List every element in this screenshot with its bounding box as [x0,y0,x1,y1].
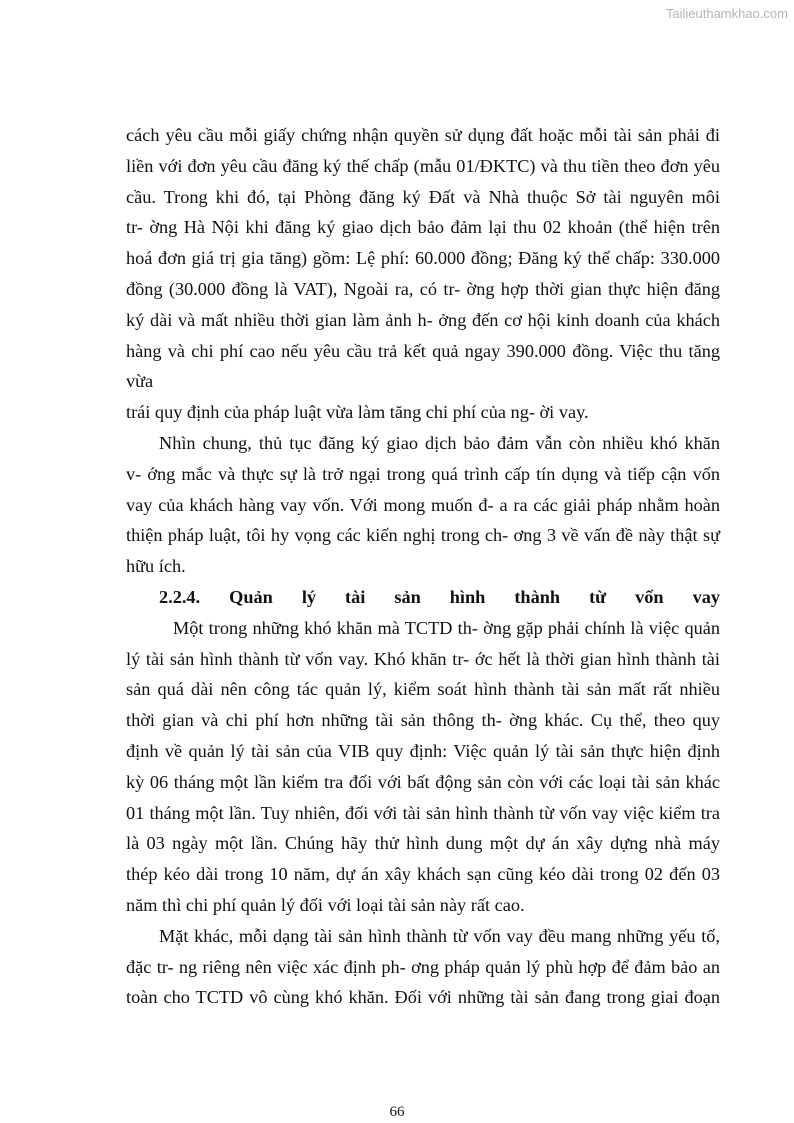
body-line: kỳ 06 tháng một lần kiểm tra đối với bất động sản còn với các loại tài sản khác [126,771,720,792]
body-line: hữu ích. [126,556,186,577]
body-line: định về quản lý tài sản của VIB quy định: Việc quản lý tài sản thực hiện định [126,740,720,761]
body-line: thép kéo dài trong 10 năm, dự án xây khách sạn cũng kéo dài trong 02 đến 03 [126,864,720,885]
body-line: v- ớng mắc và thực sự là trở ngại trong quá trình cấp tín dụng và tiếp cận vốn [126,463,720,484]
body-line: sản quá dài nên công tác quản lý, kiểm soát hình thành tài sản mất rất nhiều [126,679,720,700]
body-line: Nhìn chung, thủ tục đăng ký giao dịch bảo đảm vẫn còn nhiều khó khăn [159,432,720,453]
watermark: Tailieuthamkhao.com [665,6,788,21]
body-line: ký dài và mất nhiều thời gian làm ảnh h- ởng đến cơ hội kinh doanh của khách [126,309,720,330]
body-line: cầu. Trong khi đó, tại Phòng đăng ký Đất và Nhà thuộc Sở tài nguyên môi [126,186,720,207]
document-body [126,120,720,1013]
body-line: cách yêu cầu mỗi giấy chứng nhận quyền sử dụng đất hoặc mỗi tài sản phải đi [126,125,720,145]
body-line: hàng và chi phí cao nếu yêu cầu trả kết quả ngay 390.000 đồng. Việc thu tăng vừa [126,340,720,392]
body-line: Một trong những khó khăn mà TCTD th- ờng gặp phải chính là việc quản [173,617,720,638]
body-line: thiện pháp luật, tôi hy vọng các kiến nghị trong ch- ơng 3 về vấn đề này thật sự [126,525,720,546]
body-line: đặc tr- ng riêng nên việc xác định ph- ơng pháp quản lý phù hợp để đảm bảo an [126,956,720,977]
page-number: 66 [389,1104,405,1120]
body-line: vay của khách hàng vay vốn. Với mong muốn đ- a ra các giải pháp nhằm hoàn [126,494,720,515]
section-heading: 2.2.4. Quản lý tài sản hình thành từ vốn vay [159,586,720,607]
body-line: tr- ờng Hà Nội khi đăng ký giao dịch bảo đảm lại thu 02 khoản (thể hiện trên [126,217,720,238]
body-line: 01 tháng một lần. Tuy nhiên, đối với tài sản hình thành từ vốn vay việc kiểm tra [126,802,720,823]
body-line: năm thì chi phí quản lý đối với loại tài sản này rất cao. [126,894,525,915]
body-line: toàn cho TCTD vô cùng khó khăn. Đối với những tài sản đang trong giai đoạn [126,987,720,1008]
body-line: đồng (30.000 đồng là VAT), Ngoài ra, có tr- ờng hợp thời gian thực hiện đăng [126,278,720,299]
body-line: lý tài sản hình thành từ vốn vay. Khó khăn tr- ớc hết là thời gian hình thành tài [126,648,720,669]
body-line: là 03 ngày một lần. Chúng hãy thử hình dung một dự án xây dựng nhà máy [126,833,720,854]
body-line: thời gian và chi phí hơn những tài sản thông th- ờng khác. Cụ thể, theo quy [126,710,720,731]
body-line: liền với đơn yêu cầu đăng ký thế chấp (mẫu 01/ĐKTC) và thu tiền theo đơn yêu [126,155,720,176]
body-line: hoá đơn giá trị gia tăng) gồm: Lệ phí: 60.000 đồng; Đăng ký thế chấp: 330.000 [126,248,720,269]
body-line: Mặt khác, mỗi dạng tài sản hình thành từ vốn vay đều mang những yếu tố, [159,925,720,946]
body-line: trái quy định của pháp luật vừa làm tăng chi phí của ng- ời vay. [126,402,589,423]
